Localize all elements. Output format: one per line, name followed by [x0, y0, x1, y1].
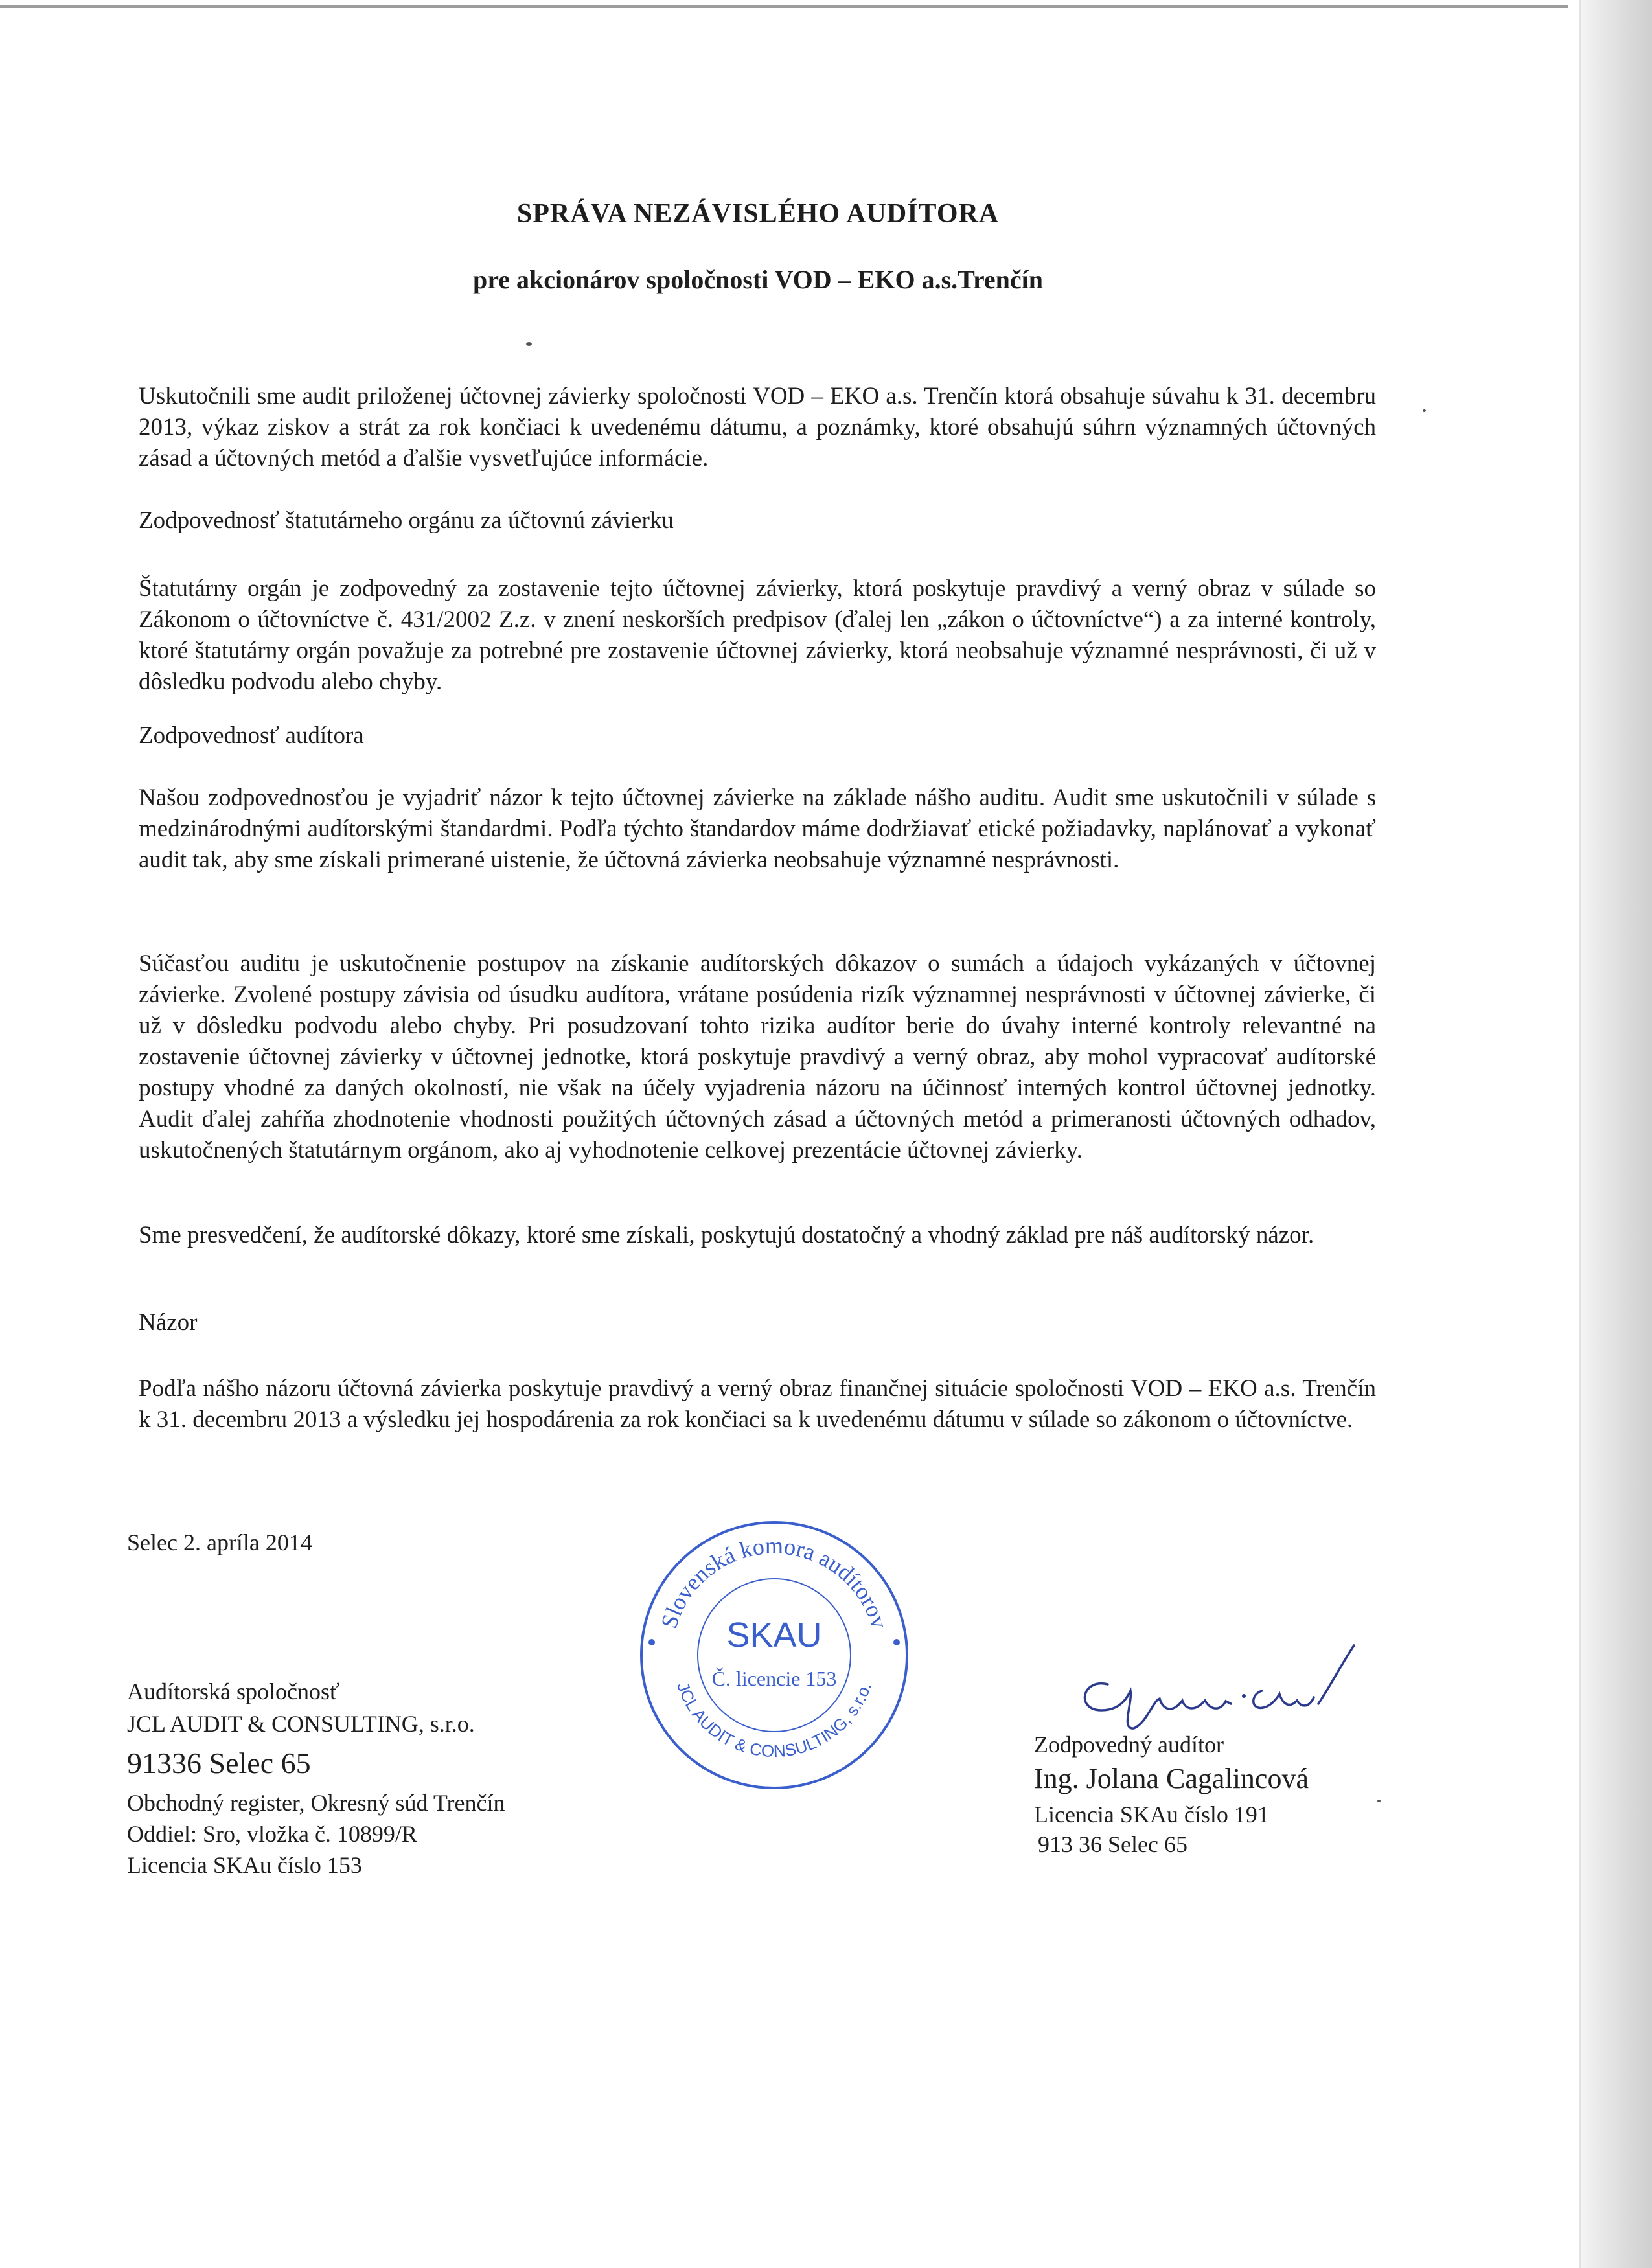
- firm-name: JCL AUDIT & CONSULTING, s.r.o.: [127, 1711, 475, 1737]
- auditor-paragraph-1: Našou zodpovednosťou je vyjadriť názor k tejto účtovnej závierke na základe nášho auditu. Audit sme uskutočnili v súlade s medzinárodnými audítorskými štandardmi. Podľa týchto štandardov máme dodržiavať etické požiadavky, naplánovať a vykonať audit tak, aby sme získali primerané uistenie, že účtovná závierka neobsahuje významné nesprávnosti.: [139, 785, 1376, 873]
- opinion-heading: Názor: [139, 1309, 198, 1336]
- scan-edge-top: [0, 5, 1568, 8]
- stamp-dot: [648, 1639, 655, 1645]
- scan-speck: [1377, 1800, 1381, 1802]
- firm-license: Licencia SKAu číslo 153: [127, 1852, 362, 1878]
- auditor-paragraph-2: Súčasťou auditu je uskutočnenie postupov na získanie audítorských dôkazov o sumách a údajoch vykázaných v účtovnej závierke. Zvolené postupy závisia od úsudku audítora, vrátane posúdenia rizík významnej nesprávnosti v účtovnej závierke, či už v dôsledku podvodu alebo chyby. Pri posudzovaní tohto rizika audítor berie do úvahy interné kontroly relevantné na zostavenie účtovnej závierky v účtovnej jednotke, ktorá poskytuje pravdivý a verný obraz, aby mohol vypracovať audítorské postupy vhodné za daných okolností, nie však na účely vyjadrenia názoru na účinnosť interných kontrol účtovnej jednotky. Audit ďalej zahŕňa zhodnotenie vhodnosti použitých účtovných zásad a účtovných metód a primeranosti účtovných odhadov, uskutočnených štatutárnym orgánom, ako aj vyhodnotenie celkovej prezentácie účtovnej závierky.: [139, 950, 1376, 1163]
- auditor-heading: Zodpovednosť audítora: [139, 722, 364, 749]
- stamp-bottom-text: JCL AUDIT & CONSULTING, s.r.o.: [673, 1679, 875, 1761]
- auditor-role: Zodpovedný audítor: [1034, 1732, 1224, 1758]
- auditor-address: 913 36 Selec 65: [1038, 1831, 1187, 1857]
- firm-address: 91336 Selec 65: [127, 1747, 311, 1780]
- stamp-top-text: Slovenská komora audítorov: [656, 1533, 893, 1632]
- svg-text:JCL AUDIT & CONSULTING, s.r.o.: [673, 1680, 875, 1761]
- stamp-dot: [893, 1639, 900, 1645]
- management-heading: Zodpovednosť štatutárneho orgánu za účtovnú závierku: [139, 507, 674, 534]
- opinion-paragraph: Podľa nášho názoru účtovná závierka poskytuje pravdivý a verný obraz finančnej situácie spoločnosti VOD – EKO a.s. Trenčín k 31. decembru 2013 a výsledku jej hospodárenia za rok končiaci sa k uvedenému dátumu v súlade so zákonom o účtovníctve.: [139, 1375, 1376, 1433]
- report-subtitle: pre akcionárov spoločnosti VOD – EKO a.s.Trenčín: [472, 265, 1044, 294]
- auditor-stamp: [622, 1503, 926, 1807]
- stamp-license: Č. licencie 153: [711, 1667, 837, 1690]
- stamp-inner-ring: [698, 1579, 851, 1732]
- firm-section: Oddiel: Sro, vložka č. 10899/R: [127, 1821, 417, 1847]
- handwritten-signature: [1056, 1639, 1367, 1736]
- scan-speck: [526, 342, 532, 346]
- firm-label: Audítorská spoločnosť: [127, 1678, 340, 1704]
- auditor-license: Licencia SKAu číslo 191: [1034, 1802, 1269, 1827]
- auditor-paragraph-3: Sme presvedčení, že audítorské dôkazy, ktoré sme získali, poskytujú dostatočný a vhodný základ pre náš audítorský názor.: [139, 1222, 1314, 1248]
- report-title: SPRÁVA NEZÁVISLÉHO AUDÍTORA: [516, 199, 1000, 229]
- firm-register: Obchodný register, Okresný súd Trenčín: [127, 1790, 505, 1816]
- intro-paragraph: Uskutočnili sme audit priloženej účtovnej závierky spoločnosti VOD – EKO a.s. Trenčín ktorá obsahuje súvahu k 31. decembru 2013, výkaz ziskov a strát za rok končiaci k uvedenému dátumu, a poznámky, ktoré obsahujú súhrn významných účtovných zásad a účtovných metód a ďalšie vysvetľujúce informácie.: [139, 383, 1376, 472]
- place-date: Selec 2. apríla 2014: [127, 1529, 312, 1555]
- auditor-name: Ing. Jolana Cagalincová: [1034, 1763, 1309, 1794]
- scan-edge-right: [1581, 0, 1652, 2268]
- management-paragraph: Štatutárny orgán je zodpovedný za zostavenie tejto účtovnej závierky, ktorá poskytuje pravdivý a verný obraz v súlade so Zákonom o účtovníctve č. 431/2002 Z.z. v znení neskorších predpisov (ďalej len „zákon o účtovníctve“) a za interné kontroly, ktoré štatutárny orgán považuje za potrebné pre zostavenie účtovnej závierky, ktorá neobsahuje významné nesprávnosti, či už v dôsledku podvodu alebo chyby.: [139, 575, 1376, 695]
- scan-speck: [1423, 409, 1426, 412]
- stamp-logo: SKAU: [726, 1616, 822, 1655]
